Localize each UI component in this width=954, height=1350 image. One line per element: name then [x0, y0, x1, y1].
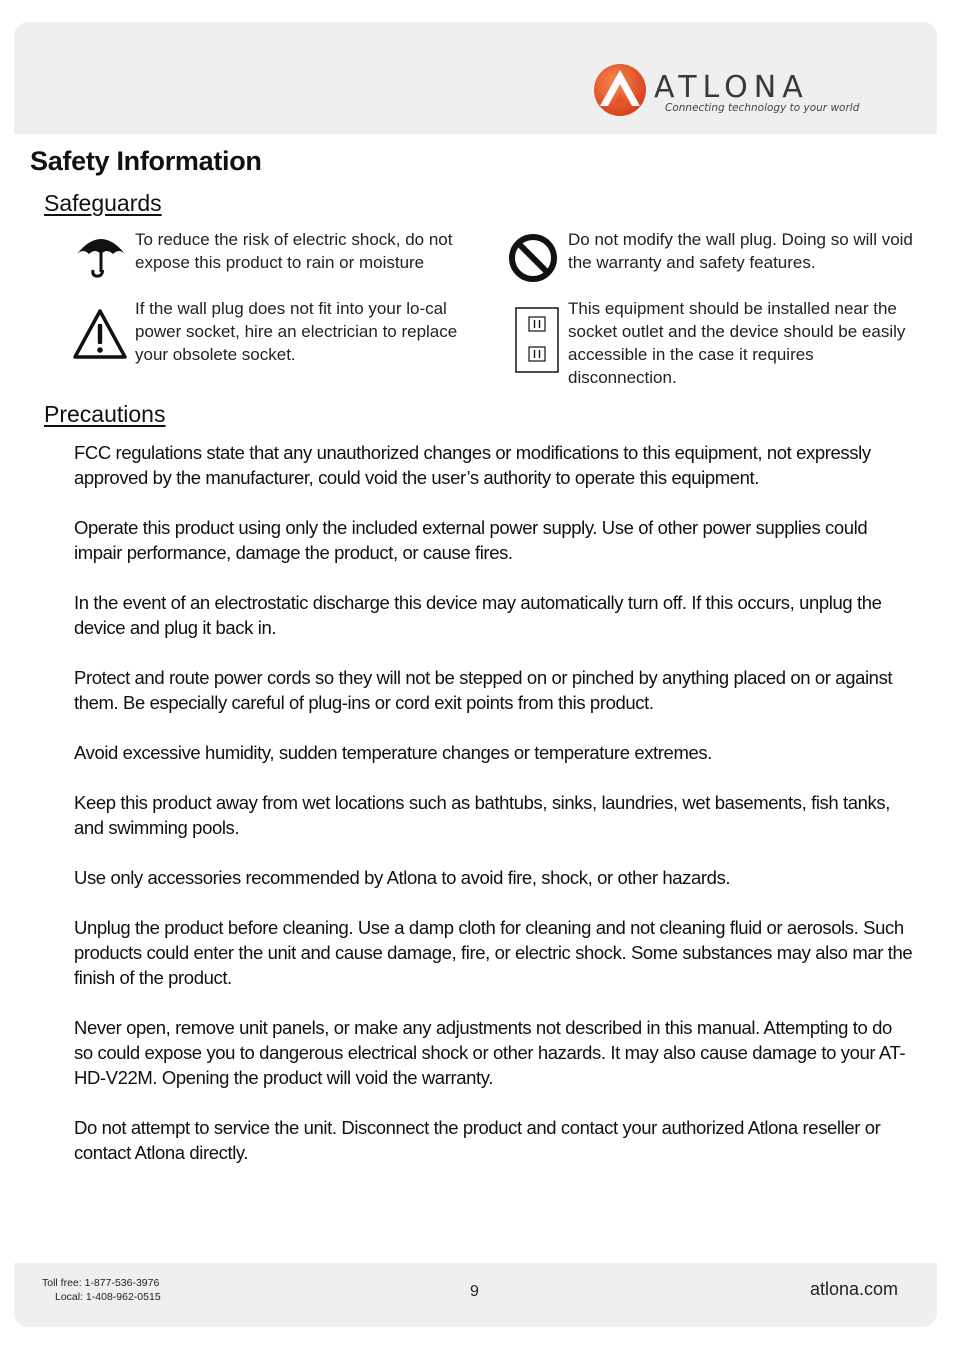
- website-link[interactable]: atlona.com: [810, 1279, 899, 1299]
- page-number: 9: [470, 1283, 479, 1300]
- prohibited-icon: [507, 232, 559, 284]
- warning-icon: [72, 307, 128, 365]
- safeguard-text: This equipment should be installed near the socket outlet and the device should be easily accessible in the case it requires disconnection.: [568, 299, 906, 387]
- precautions-heading: Precautions: [44, 401, 166, 427]
- safeguard-text: To reduce the risk of electric shock, do not expose this product to rain or moisture: [135, 230, 453, 272]
- toll-free-number: Toll free: 1-877-536-3976: [42, 1277, 160, 1289]
- precaution-paragraph: Avoid excessive humidity, sudden temperature changes or temperature extremes.: [74, 742, 712, 763]
- contact-info: [42, 1276, 161, 1304]
- brand-name: ATLONA: [654, 70, 809, 105]
- precautions-list: [74, 440, 914, 1190]
- precaution-paragraph: Protect and route power cords so they will not be stepped on or pinched by anything placed on or against them. Be especially careful of plug-ins or cord exit points from this product.: [74, 667, 893, 713]
- precaution-paragraph: Operate this product using only the included external power supply. Use of other power supplies could impair performance, damage the product, or cause fires.: [74, 517, 868, 563]
- local-number: Local: 1-408-962-0515: [55, 1291, 161, 1303]
- safeguard-text: If the wall plug does not fit into your lo-cal power socket, hire an electrician to replace your obsolete socket.: [135, 299, 458, 364]
- precaution-paragraph: Unplug the product before cleaning. Use a damp cloth for cleaning and not cleaning fluid or aerosols. Such products could enter the unit and cause damage, fire, or electric shock. Some substances may also mar the finish of the product.: [74, 917, 913, 988]
- precaution-paragraph: FCC regulations state that any unauthorized changes or modifications to this equipment, not expressly approved by the manufacturer, could void the user’s authority to operate this equipment.: [74, 442, 871, 488]
- safeguards-heading: Safeguards: [44, 190, 162, 216]
- precaution-paragraph: Use only accessories recommended by Atlona to avoid fire, shock, or other hazards.: [74, 867, 731, 888]
- power-outlet-icon: [515, 307, 559, 373]
- precaution-paragraph: Keep this product away from wet locations such as bathtubs, sinks, laundries, wet basements, fish tanks, and swimming pools.: [74, 792, 890, 838]
- brand-tagline: Connecting technology to your world: [665, 102, 860, 114]
- precaution-paragraph: Do not attempt to service the unit. Disconnect the product and contact your authorized Atlona reseller or contact Atlona directly.: [74, 1117, 881, 1163]
- atlona-logo-mark-icon: [592, 62, 648, 118]
- atlona-logo: [592, 62, 892, 122]
- safeguard-text: Do not modify the wall plug. Doing so will void the warranty and safety features.: [568, 230, 913, 272]
- umbrella-icon: [75, 228, 127, 280]
- precaution-paragraph: In the event of an electrostatic discharge this device may automatically turn off. If this occurs, unplug the device and plug it back in.: [74, 592, 882, 638]
- precaution-paragraph: Never open, remove unit panels, or make any adjustments not described in this manual. Attempting to do so could expose you to dangerous electrical shock or other hazards. It may also cause damage to your AT-HD-V22M. Opening the product will void the warranty.: [74, 1017, 906, 1088]
- page-title: Safety Information: [30, 146, 262, 176]
